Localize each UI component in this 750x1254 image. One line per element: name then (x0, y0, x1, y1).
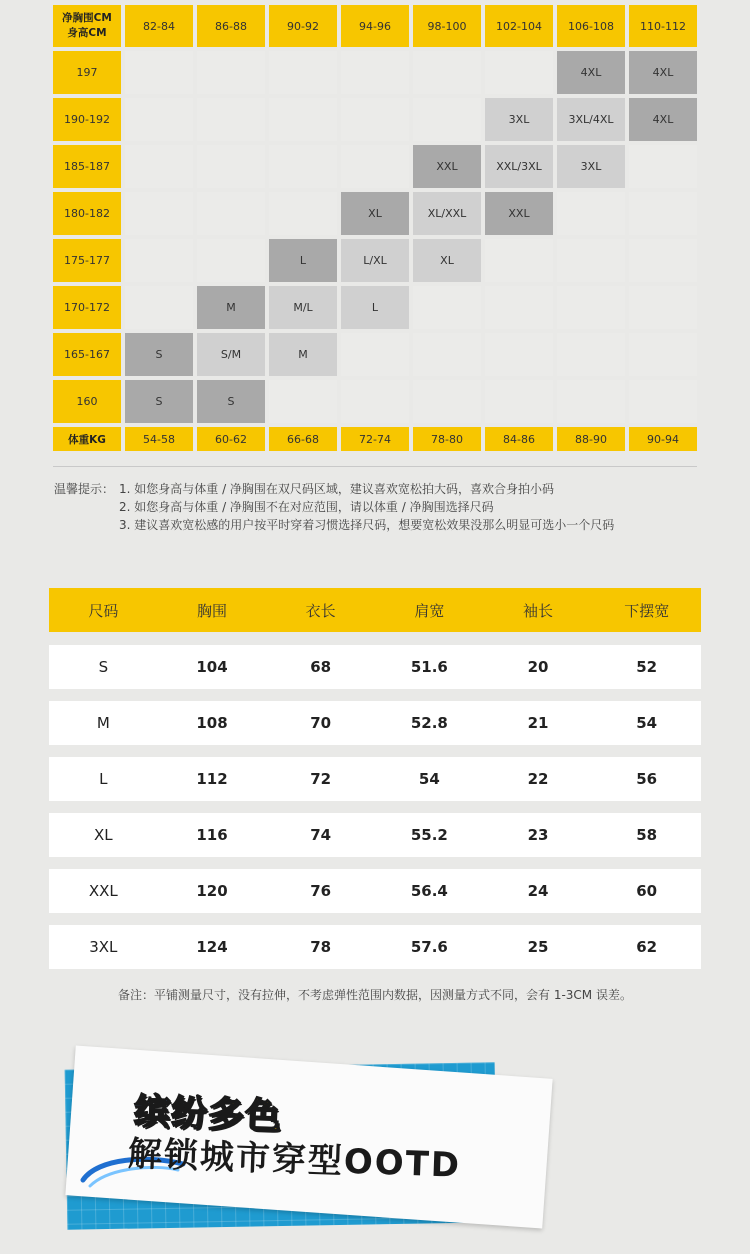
empty-cell (125, 239, 193, 282)
size-cell: XXL (485, 192, 553, 235)
weight-column-value: 54-58 (125, 427, 193, 451)
measurement-cell: 62 (636, 938, 658, 956)
height-row-header: 170-172 (53, 286, 121, 329)
empty-cell (629, 239, 697, 282)
measurement-note: 备注：平铺测量尺寸，没有拉伸，不考虑弹性范围内数据，因测量方式不同，会有 1-3CM 误差。 (118, 988, 632, 1002)
measurement-cell: 51.6 (410, 658, 448, 676)
chest-column-header: 102-104 (485, 5, 553, 47)
measurement-cell: 52.8 (410, 714, 448, 732)
size-cell: XXL/3XL (485, 145, 553, 188)
size-cell: XL/XXL (413, 192, 481, 235)
measurement-cell: 23 (527, 826, 549, 844)
empty-cell (341, 51, 409, 94)
size-cell: M (269, 333, 337, 376)
size-tips (54, 480, 614, 534)
empty-cell (557, 333, 625, 376)
measurement-cell: 56 (636, 770, 658, 788)
empty-cell (341, 145, 409, 188)
empty-cell (485, 286, 553, 329)
table-header-cell: 肩宽 (414, 601, 445, 620)
tip-line: 3. 建议喜欢宽松感的用户按平时穿着习惯选择尺码，想要宽松效果没那么明显可选小一个尺码 (119, 518, 615, 532)
grid-corner-header (53, 5, 121, 47)
size-cell: XXL (413, 145, 481, 188)
size-recommendation-grid (53, 5, 697, 451)
measurement-cell: 21 (527, 714, 549, 732)
empty-cell (557, 380, 625, 423)
empty-cell (197, 192, 265, 235)
table-row (49, 925, 701, 969)
measurement-cell: 68 (310, 658, 332, 676)
weight-column-value: 66-68 (269, 427, 337, 451)
measurement-cell: 22 (527, 770, 549, 788)
section-divider (53, 466, 697, 467)
empty-cell (125, 98, 193, 141)
size-cell: M/L (269, 286, 337, 329)
size-cell: L (341, 286, 409, 329)
empty-cell (413, 380, 481, 423)
size-cell: XL (413, 239, 481, 282)
measurement-cell: 56.4 (410, 882, 448, 900)
empty-cell (125, 192, 193, 235)
empty-cell (269, 192, 337, 235)
measurement-cell: 76 (310, 882, 332, 900)
height-row-header: 197 (53, 51, 121, 94)
empty-cell (197, 145, 265, 188)
table-row (49, 869, 701, 913)
table-header-cell: 衣长 (305, 601, 336, 620)
measurement-cell: 58 (636, 826, 658, 844)
measurement-cell: 57.6 (410, 938, 448, 956)
size-cell: S (125, 333, 193, 376)
table-row (49, 645, 701, 689)
empty-cell (557, 286, 625, 329)
size-cell: 4XL (629, 51, 697, 94)
size-label-cell: XXL (88, 882, 118, 900)
empty-cell (485, 333, 553, 376)
empty-cell (269, 98, 337, 141)
banner-subtitle: 解锁城市穿型OOTD (127, 1134, 462, 1186)
size-label-cell: M (96, 714, 110, 732)
weight-row-label: 体重KG (53, 427, 121, 451)
weight-column-value: 60-62 (197, 427, 265, 451)
chest-column-header: 86-88 (197, 5, 265, 47)
weight-column-value: 84-86 (485, 427, 553, 451)
size-cell: 4XL (557, 51, 625, 94)
measurement-table-header (49, 588, 701, 632)
measurement-cell: 124 (196, 938, 228, 956)
size-cell: M (197, 286, 265, 329)
height-row-header: 160 (53, 380, 121, 423)
empty-cell (341, 380, 409, 423)
empty-cell (197, 239, 265, 282)
chest-column-header: 94-96 (341, 5, 409, 47)
weight-column-value: 90-94 (629, 427, 697, 451)
empty-cell (125, 286, 193, 329)
size-cell: L/XL (341, 239, 409, 282)
chest-column-header: 106-108 (557, 5, 625, 47)
weight-column-value: 88-90 (557, 427, 625, 451)
empty-cell (557, 239, 625, 282)
measurement-cell: 70 (310, 714, 332, 732)
table-header-cell: 下摆宽 (624, 601, 670, 620)
empty-cell (125, 51, 193, 94)
measurement-cell: 78 (310, 938, 332, 956)
size-cell: S (197, 380, 265, 423)
measurement-cell: 24 (527, 882, 549, 900)
size-cell: 3XL/4XL (557, 98, 625, 141)
size-cell: S (125, 380, 193, 423)
measurement-cell: 54 (636, 714, 658, 732)
size-label-cell: L (99, 770, 108, 788)
empty-cell (629, 286, 697, 329)
empty-cell (413, 98, 481, 141)
empty-cell (341, 98, 409, 141)
size-label-cell: 3XL (89, 938, 118, 956)
empty-cell (197, 51, 265, 94)
weight-column-value: 72-74 (341, 427, 409, 451)
empty-cell (629, 145, 697, 188)
size-label-cell: XL (94, 826, 113, 844)
corner-chest-label: 净胸围CM (62, 12, 112, 24)
measurement-cell: 72 (310, 770, 332, 788)
table-header-cell: 胸围 (197, 601, 228, 620)
size-cell: 3XL (485, 98, 553, 141)
empty-cell (413, 333, 481, 376)
size-cell: XL (341, 192, 409, 235)
table-row (49, 701, 701, 745)
measurement-cell: 108 (196, 714, 228, 732)
empty-cell (557, 192, 625, 235)
banner-title-part1: 缤纷 (133, 1091, 209, 1135)
table-row (49, 813, 701, 857)
empty-cell (269, 51, 337, 94)
empty-cell (197, 98, 265, 141)
measurement-cell: 55.2 (410, 826, 448, 844)
measurement-cell: 112 (196, 770, 228, 788)
measurement-cell: 25 (527, 938, 549, 956)
empty-cell (629, 380, 697, 423)
measurement-cell: 74 (310, 826, 332, 844)
size-cell: 4XL (629, 98, 697, 141)
measurement-cell: 52 (636, 658, 658, 676)
banner-title-part2: 多色 (207, 1094, 283, 1138)
empty-cell (341, 333, 409, 376)
table-row (49, 757, 701, 801)
measurement-cell: 116 (196, 826, 228, 844)
empty-cell (485, 380, 553, 423)
tips-prefix: 温馨提示： (54, 482, 115, 496)
chest-column-header: 82-84 (125, 5, 193, 47)
measurement-cell: 20 (527, 658, 549, 676)
height-row-header: 165-167 (53, 333, 121, 376)
measurement-cell: 60 (636, 882, 658, 900)
measurement-cell: 54 (418, 770, 440, 788)
empty-cell (413, 286, 481, 329)
height-row-header: 185-187 (53, 145, 121, 188)
size-cell: L (269, 239, 337, 282)
empty-cell (629, 333, 697, 376)
size-label-cell: S (98, 658, 109, 676)
height-row-header: 175-177 (53, 239, 121, 282)
empty-cell (629, 192, 697, 235)
height-row-header: 190-192 (53, 98, 121, 141)
corner-height-label: 身高CM (67, 27, 107, 39)
empty-cell (269, 145, 337, 188)
empty-cell (485, 51, 553, 94)
chest-column-header: 90-92 (269, 5, 337, 47)
empty-cell (413, 51, 481, 94)
table-header-cell: 袖长 (523, 601, 554, 620)
measurement-cell: 104 (196, 658, 228, 676)
empty-cell (125, 145, 193, 188)
chest-column-header: 110-112 (629, 5, 697, 47)
empty-cell (269, 380, 337, 423)
tip-line: 2. 如您身高与体重 / 净胸围不在对应范围，请以体重 / 净胸围选择尺码 (119, 500, 494, 514)
measurement-table (49, 588, 701, 969)
weight-column-value: 78-80 (413, 427, 481, 451)
size-cell: 3XL (557, 145, 625, 188)
chest-column-header: 98-100 (413, 5, 481, 47)
empty-cell (485, 239, 553, 282)
tip-line: 1. 如您身高与体重 / 净胸围在双尺码区域，建议喜欢宽松拍大码，喜欢合身拍小码 (119, 482, 554, 496)
measurement-cell: 120 (196, 882, 228, 900)
height-row-header: 180-182 (53, 192, 121, 235)
size-cell: S/M (197, 333, 265, 376)
table-header-cell: 尺码 (88, 601, 119, 620)
